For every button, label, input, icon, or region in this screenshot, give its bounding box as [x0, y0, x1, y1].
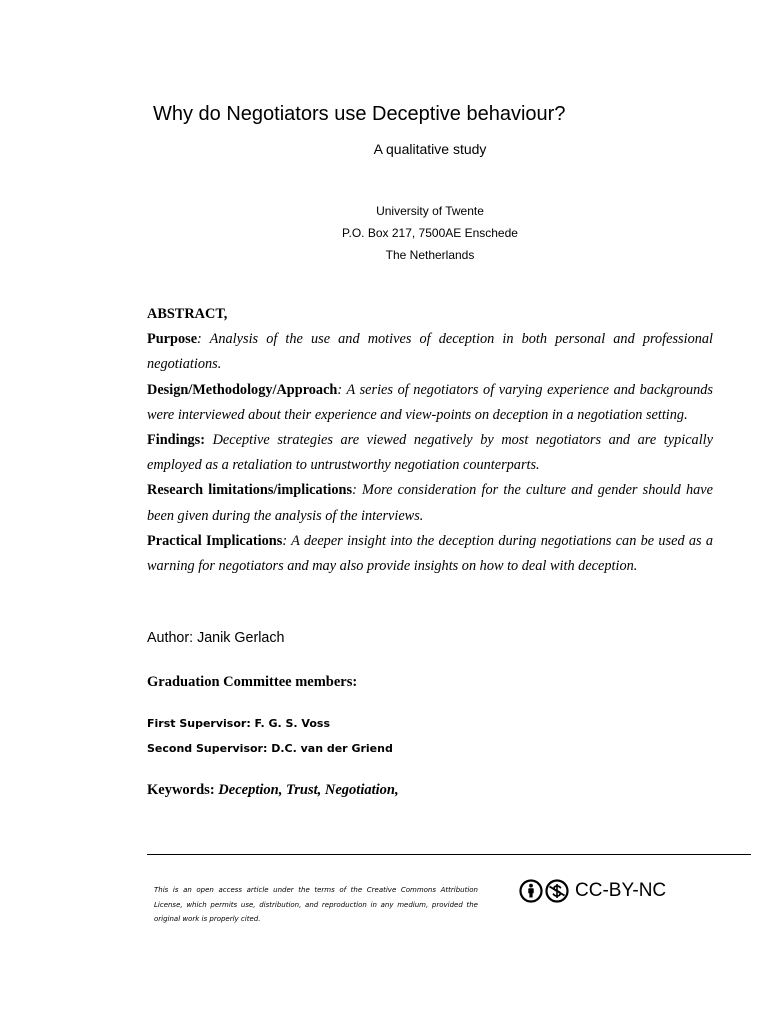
purpose-colon: :: [197, 331, 202, 348]
abstract-heading: ABSTRACT,: [147, 306, 228, 322]
abstract-section: [147, 302, 713, 579]
design-colon: :: [337, 381, 343, 398]
footer-divider: [147, 854, 751, 855]
practical-text: A deeper insight into the deception during negotiations can be used as a warning for negotiators and may also provide insights on how to deal with deception.: [147, 532, 713, 575]
paper-subtitle: A qualitative study: [373, 141, 487, 157]
cc-nc-icon: [545, 879, 569, 903]
keywords: [147, 782, 399, 799]
practical-colon: :: [282, 532, 288, 549]
abstract-design: [147, 378, 713, 428]
license-notice: This is an open access article under the terms of the Creative Commons Attribution License, which permits use, distribution, and reproduction in any medium, provided the original work is properly cited.: [154, 886, 478, 924]
purpose-label: Purpose: [147, 331, 198, 348]
limitations-colon: :: [352, 482, 357, 499]
abstract-purpose: [147, 327, 713, 377]
cc-license-label: CC-BY-NC: [575, 880, 667, 901]
abstract-findings: [147, 428, 713, 478]
affiliation-address: P.O. Box 217, 7500AE Enschede: [342, 226, 518, 240]
committee-heading: Graduation Committee members:: [147, 674, 358, 690]
affiliation-country: The Netherlands: [385, 248, 475, 262]
abstract-limitations: [147, 478, 713, 528]
cc-license-badge: [519, 877, 666, 905]
cc-by-icon: [519, 879, 543, 903]
abstract-practical: [147, 529, 713, 579]
second-supervisor: Second Supervisor: D.C. van der Griend: [147, 742, 393, 755]
findings-label: Findings:: [147, 432, 206, 449]
first-supervisor: First Supervisor: F. G. S. Voss: [147, 717, 330, 730]
paper-title: Why do Negotiators use Deceptive behaviour?: [153, 103, 566, 125]
design-text: A series of negotiators of varying experience and backgrounds were interviewed about their experience and view-points on deception in a negotiation setting.: [147, 381, 713, 423]
practical-label: Practical Implications: [147, 532, 283, 549]
keywords-label: Keywords:: [147, 782, 215, 798]
purpose-text: Analysis of the use and motives of deception in both personal and professional negotiations.: [147, 331, 713, 373]
limitations-label: Research limitations/implications: [147, 482, 353, 499]
findings-text: Deceptive strategies are viewed negatively by most negotiators and are typically employed as a retaliation to untrustworthy negotiation counterparts.: [147, 432, 713, 474]
author: Author: Janik Gerlach: [147, 630, 285, 646]
affiliation-university: University of Twente: [376, 204, 484, 218]
design-label: Design/Methodology/Approach: [147, 381, 338, 398]
limitations-text: More consideration for the culture and gender should have been given during the analysis of the interviews.: [147, 482, 713, 524]
keywords-value: Deception, Trust, Negotiation,: [218, 782, 399, 798]
